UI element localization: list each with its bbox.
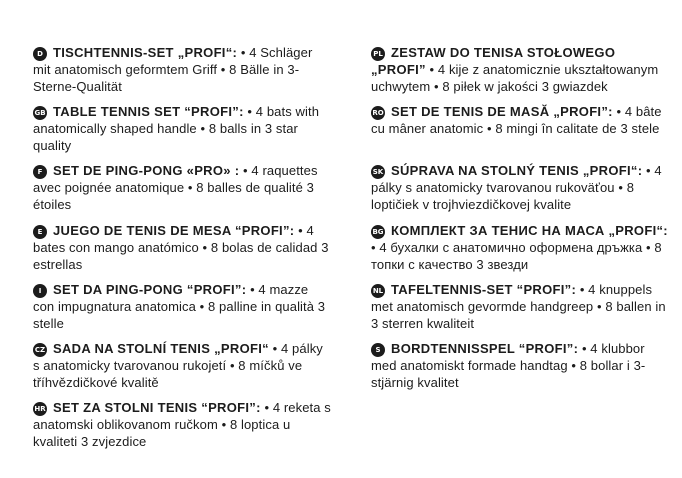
language-badge-fr: F <box>33 165 47 179</box>
entry-description-hr: • 4 reketa s anatomski oblikovanom ručkom • 8 loptica u kvaliteti 3 zvjezdice <box>33 400 331 450</box>
right-column <box>371 44 671 399</box>
entry-es <box>33 222 333 281</box>
entry-hr <box>33 399 333 458</box>
entry-cz <box>33 340 333 399</box>
language-badge-se: S <box>371 343 385 357</box>
entry-title-nl: TAFELTENNIS-SET “PROFI”: <box>391 281 577 297</box>
entry-pl <box>371 44 671 103</box>
entry-bg <box>371 222 671 281</box>
entry-se <box>371 340 671 399</box>
entry-title-gb: TABLE TENNIS SET “PROFI”: <box>53 104 244 120</box>
entry-description-ro: • 4 bâte cu mâner anatomic • 8 mingi în calitate de 3 stele <box>371 104 662 137</box>
entry-description-it: • 4 mazze con impugnatura anatomica • 8 palline in qualità 3 stelle <box>33 281 326 331</box>
language-badge-nl: NL <box>371 284 385 298</box>
entry-it <box>33 281 333 340</box>
entry-description-sk: • 4 pálky s anatomicky tvarovanou rukoväťou • 8 loptičiek v trojhviezdičkovej kvalite <box>371 163 662 213</box>
entry-description-nl: • 4 knuppels met anatomisch gevormde handgreep • 8 ballen in 3 sterren kwaliteit <box>371 281 666 331</box>
language-badge-ro: RO <box>371 106 385 120</box>
entry-title-it: SET DA PING-PONG “PROFI”: <box>53 281 247 297</box>
language-badge-de: D <box>33 47 47 61</box>
language-badge-es: E <box>33 225 47 239</box>
entry-title-ro: SET DE TENIS DE MASĂ „PROFI”: <box>391 104 613 120</box>
language-badge-gb: GB <box>33 106 47 120</box>
entry-title-fr: SET DE PING-PONG «PRO» : <box>53 163 240 179</box>
entry-title-pl: ZESTAW DO TENISA STOŁOWEGO „PROFI” <box>371 45 616 77</box>
language-badge-hr: HR <box>33 402 47 416</box>
entry-gb <box>33 103 333 162</box>
entry-description-se: • 4 klubbor med anatomiskt formade handtag • 8 bollar i 3-stjärnig kvalitet <box>371 340 646 390</box>
entry-fr <box>33 162 333 221</box>
entry-title-cz: SADA NA STOLNÍ TENIS „PROFI“ <box>53 340 269 356</box>
left-column <box>33 44 333 458</box>
entry-title-hr: SET ZA STOLNI TENIS “PROFI”: <box>53 400 261 416</box>
language-badge-sk: SK <box>371 165 385 179</box>
entry-title-de: TISCHTENNIS-SET „PROFI“: <box>53 45 238 60</box>
entry-de <box>33 44 333 103</box>
entry-nl <box>371 281 671 340</box>
entry-ro <box>371 103 671 162</box>
entry-title-bg: КОМПЛЕКТ ЗА ТЕНИС НА МАСА „PROFI“: <box>391 222 668 238</box>
entry-title-se: BORDTENNISSPEL “PROFI”: <box>391 340 579 356</box>
language-badge-it: I <box>33 284 47 298</box>
language-badge-pl: PL <box>371 47 385 61</box>
entry-description-es: • 4 bates con mango anatómico • 8 bolas de calidad 3 estrellas <box>33 222 329 272</box>
entry-sk <box>371 162 671 221</box>
entry-title-es: JUEGO DE TENIS DE MESA “PROFI”: <box>53 222 295 238</box>
entry-title-sk: SÚPRAVA NA STOLNÝ TENIS „PROFI“: <box>391 163 643 179</box>
entry-description-gb: • 4 bats with anatomically shaped handle • 8 balls in 3 star quality <box>33 104 320 154</box>
entry-description-pl: • 4 kije z anatomicznie ukształtowanym uchwytem • 8 piłek w jakości 3 gwiazdek <box>371 62 659 94</box>
entry-description-cz: • 4 pálky s anatomicky tvarovanou rukojetí • 8 míčků ve tříhvězdičkové kvalitě <box>33 340 323 390</box>
entry-description-fr: • 4 raquettes avec poignée anatomique • 8 balles de qualité 3 étoiles <box>33 163 318 213</box>
language-badge-bg: BG <box>371 225 385 239</box>
entry-description-bg: • 4 бухалки с анатомично оформена дръжка • 8 топки с качество 3 звезди <box>371 239 662 272</box>
language-badge-cz: CZ <box>33 343 47 357</box>
entry-description-de: • 4 Schläger mit anatomisch geformtem Griff • 8 Bälle in 3-Sterne-Qualität <box>33 45 313 94</box>
